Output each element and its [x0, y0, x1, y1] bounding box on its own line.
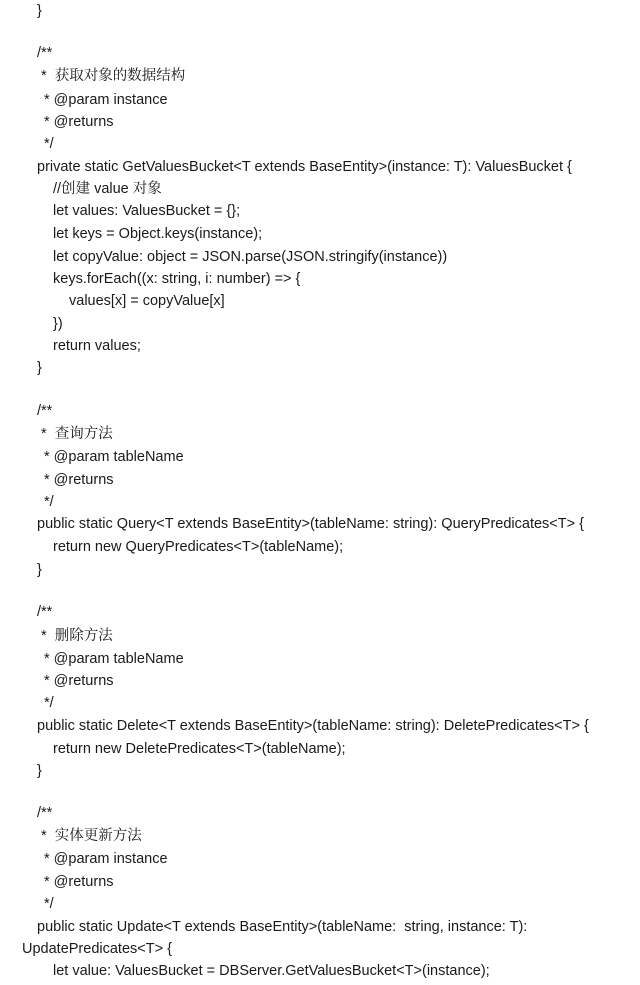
- code-line: public static Delete<T extends BaseEntity>(tableName: string): DeletePredicates<T> {: [37, 718, 589, 734]
- code-line: private static GetValuesBucket<T extends BaseEntity>(instance: T): ValuesBucket {: [37, 159, 572, 175]
- code-line: * @param instance: [44, 92, 168, 108]
- code-line: * @returns: [44, 114, 114, 130]
- code-line: * @returns: [44, 874, 114, 890]
- code-line: keys.forEach((x: string, i: number) => {: [53, 271, 301, 287]
- code-line: }: [37, 562, 42, 578]
- code-line: let value: ValuesBucket = DBServer.GetValuesBucket<T>(instance);: [53, 963, 490, 979]
- code-line: //创建 value 对象: [53, 181, 162, 197]
- code-line: }: [37, 763, 42, 779]
- code-line: }: [37, 3, 42, 19]
- code-line: let copyValue: object = JSON.parse(JSON.stringify(instance)): [53, 249, 448, 265]
- code-line: * 删除方法: [37, 628, 113, 644]
- code-line: * @returns: [44, 673, 114, 689]
- code-line: /**: [37, 403, 53, 419]
- code-line: }: [37, 360, 42, 376]
- code-line: /**: [37, 604, 53, 620]
- code-line: * 查询方法: [37, 426, 113, 442]
- code-line: * 获取对象的数据结构: [37, 68, 186, 84]
- code-line: * 实体更新方法: [37, 828, 142, 844]
- code-line: * @returns: [44, 472, 114, 488]
- code-line: return new QueryPredicates<T>(tableName);: [53, 539, 344, 555]
- code-line: */: [44, 695, 54, 711]
- code-line: let values: ValuesBucket = {};: [53, 203, 241, 219]
- code-line: UpdatePredicates<T> {: [22, 941, 172, 957]
- code-line: return values;: [53, 338, 141, 354]
- code-line: */: [44, 896, 54, 912]
- code-line: * @param instance: [44, 851, 168, 867]
- code-line: /**: [37, 45, 53, 61]
- code-line: public static Update<T extends BaseEntity>(tableName: string, instance: T):: [37, 919, 528, 935]
- code-line: }): [53, 316, 63, 332]
- code-line: /**: [37, 805, 53, 821]
- code-line: * @param tableName: [44, 651, 184, 667]
- code-line: values[x] = copyValue[x]: [69, 293, 225, 309]
- code-line: */: [44, 136, 54, 152]
- code-line: * @param tableName: [44, 449, 184, 465]
- code-line: */: [44, 494, 54, 510]
- code-line: let keys = Object.keys(instance);: [53, 226, 263, 242]
- code-line: return new DeletePredicates<T>(tableName);: [53, 741, 346, 757]
- code-line: public static Query<T extends BaseEntity>(tableName: string): QueryPredicates<T> {: [37, 516, 584, 532]
